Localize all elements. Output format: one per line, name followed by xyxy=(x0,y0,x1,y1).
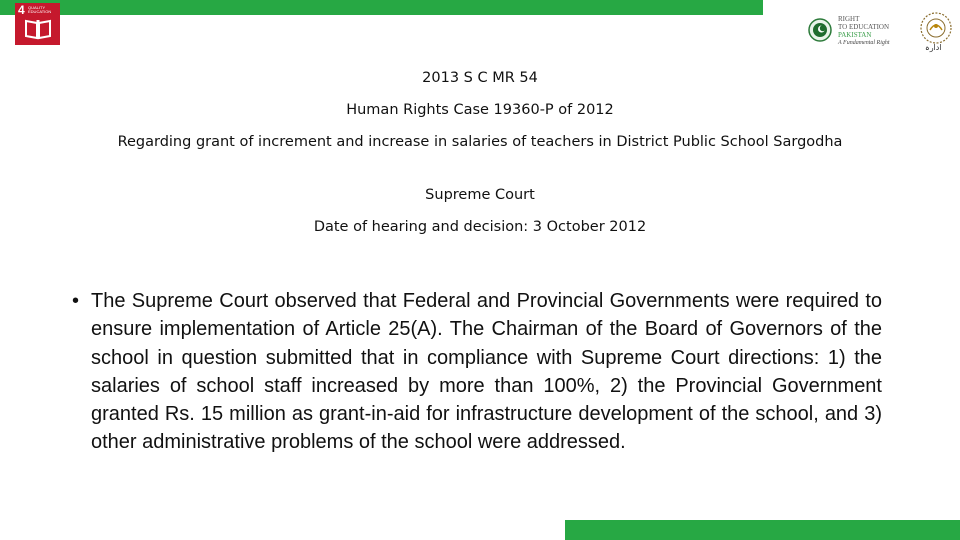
rte-line1: RIGHT xyxy=(838,15,860,23)
summary-list xyxy=(72,287,882,457)
hearing-date: Date of hearing and decision: 3 October 2012 xyxy=(313,219,647,235)
rte-line3: PAKISTAN xyxy=(838,31,872,39)
rte-line2: TO EDUCATION xyxy=(838,23,890,31)
seal-caption: ادارہ xyxy=(925,43,942,52)
right-to-education-logo xyxy=(808,14,898,48)
sdg-4-logo xyxy=(15,3,60,45)
case-citation: 2013 S C MR 54 xyxy=(422,70,538,86)
top-accent-bar xyxy=(0,0,763,15)
court-name: Supreme Court xyxy=(425,187,535,203)
pakistan-flag-icon xyxy=(808,18,832,42)
sdg-number: 4 xyxy=(18,3,25,17)
list-item xyxy=(72,287,882,457)
bullet-text: The Supreme Court observed that Federal and Provincial Governments were required to ensure implementation of Article 25(A). The Chairman of the Board of Governors of the school in question submitted that in compliance with Supreme Court directions: 1) the salaries of school staff increased by more than 100%, 2) the Provincial Government granted Rs. 15 million as grant-in-aid for infrastructure development of the school, and 3) other administrative problems of the school were addressed. xyxy=(91,290,882,454)
rte-tagline: A Fundamental Right xyxy=(838,40,890,46)
rte-logo-text xyxy=(838,15,890,47)
case-number: Human Rights Case 19360-P of 2012 xyxy=(346,102,614,118)
bottom-accent-bar xyxy=(565,520,960,540)
bullet-icon: • xyxy=(72,290,80,312)
case-subject: Regarding grant of increment and increase in salaries of teachers in District Public School Sargodha xyxy=(117,134,843,150)
book-icon xyxy=(24,18,52,40)
sdg-label: QUALITY EDUCATION xyxy=(28,5,52,14)
